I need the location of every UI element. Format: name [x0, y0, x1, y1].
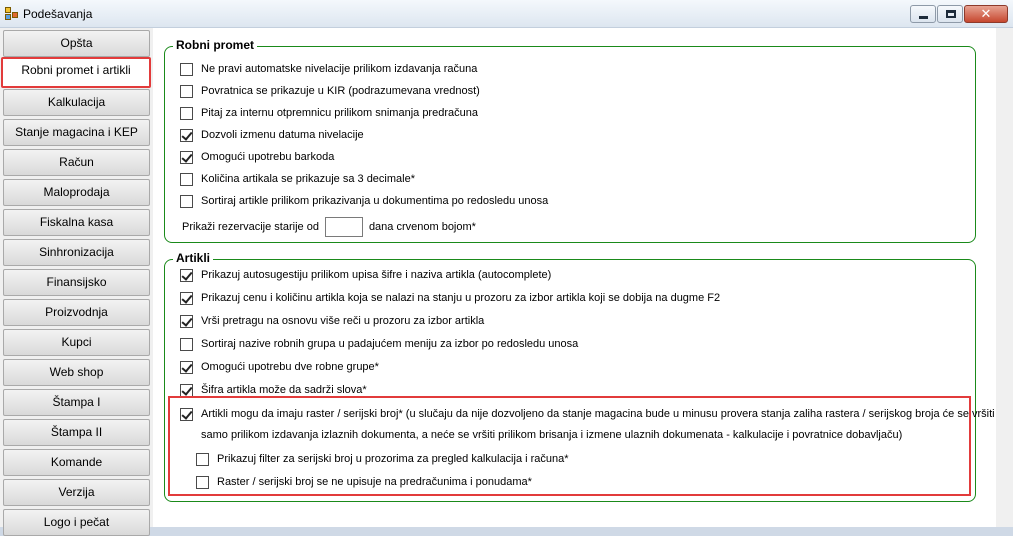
minimize-button[interactable]: [910, 5, 936, 23]
close-button[interactable]: [964, 5, 1008, 23]
raster-sub-checkbox[interactable]: [196, 476, 209, 489]
artikli-option-label: Prikazuj autosugestiju prilikom upisa šifre i naziva artikla (autocomplete): [201, 269, 552, 281]
robni-checkbox[interactable]: [180, 129, 193, 142]
window-controls: [909, 5, 1008, 23]
artikli-checkbox[interactable]: [180, 338, 193, 351]
artikli-option[interactable]: [180, 289, 720, 307]
artikli-option[interactable]: [180, 312, 484, 330]
robni-option[interactable]: [180, 82, 480, 100]
robni-checkbox[interactable]: [180, 85, 193, 98]
nav-item-stampa-i[interactable]: Štampa I: [3, 389, 150, 416]
nav-item-proizvodnja[interactable]: Proizvodnja: [3, 299, 150, 326]
raster-checkbox[interactable]: [180, 408, 193, 421]
robni-checkbox[interactable]: [180, 151, 193, 164]
artikli-title: Artikli: [173, 251, 213, 265]
artikli-option-label: Vrši pretragu na osnovu više reči u prozoru za izbor artikla: [201, 315, 485, 327]
raster-label-line2: samo prilikom izdavanja izlaznih dokumenta, a neće se vršiti prilikom brisanja i izmene ulaznih dokumenata - kalkulacije i povratnice dobavljaču): [201, 429, 903, 441]
rezervacije-label-after: dana crvenom bojom*: [368, 221, 476, 233]
settings-content: [153, 28, 1013, 527]
artikli-option-label: Sortiraj nazive robnih grupa u padajućem meniju za izbor po redosledu unosa: [201, 338, 579, 350]
maximize-button[interactable]: [937, 5, 963, 23]
artikli-checkbox[interactable]: [180, 361, 193, 374]
nav-item-sinhronizacija[interactable]: Sinhronizacija: [3, 239, 150, 266]
minimize-icon: [919, 16, 928, 19]
artikli-checkbox[interactable]: [180, 292, 193, 305]
rezervacije-days-input[interactable]: [325, 217, 363, 237]
raster-sub-label: Raster / serijski broj se ne upisuje na predračunima i ponudama*: [217, 476, 532, 488]
robni-checkbox[interactable]: [180, 173, 193, 186]
artikli-checkbox[interactable]: [180, 269, 193, 282]
nav-item-maloprodaja[interactable]: Maloprodaja: [3, 179, 150, 206]
nav-item-fiskalna-kasa[interactable]: Fiskalna kasa: [3, 209, 150, 236]
robni-option-label: Ne pravi automatske nivelacije prilikom izdavanja računa: [201, 63, 478, 75]
artikli-option[interactable]: [180, 358, 379, 376]
robni-promet-title: Robni promet: [173, 38, 257, 52]
robni-option-label: Sortiraj artikle prilikom prikazivanja u dokumentima po redosledu unosa: [201, 195, 549, 207]
maximize-icon: [946, 10, 956, 18]
artikli-option-label: Prikazuj cenu i količinu artikla koja se nalazi na stanju u prozoru za izbor artikla koji se dobija na dugme F2: [201, 292, 721, 304]
nav-item-kalkulacija[interactable]: Kalkulacija: [3, 89, 150, 116]
nav-item-robni-promet-i-artikli[interactable]: Robni promet i artikli: [1, 57, 151, 88]
artikli-option-label: Šifra artikla može da sadrži slova*: [201, 384, 367, 396]
rezervacije-row: [182, 216, 476, 238]
rezervacije-label-before: Prikaži rezervacije starije od: [182, 221, 319, 233]
robni-option[interactable]: [180, 192, 548, 210]
robni-promet-group: [164, 38, 976, 243]
robni-option[interactable]: [180, 60, 477, 78]
nav-item-komande[interactable]: Komande: [3, 449, 150, 476]
artikli-option[interactable]: [180, 335, 578, 353]
robni-option-label: Pitaj za internu otpremnicu prilikom snimanja predračuna: [201, 107, 478, 119]
robni-option[interactable]: [180, 104, 478, 122]
robni-checkbox[interactable]: [180, 63, 193, 76]
nav-item-opsta[interactable]: Opšta: [3, 30, 150, 57]
robni-option[interactable]: [180, 148, 334, 166]
nav-item-kupci[interactable]: Kupci: [3, 329, 150, 356]
robni-option-label: Količina artikala se prikazuje sa 3 decimale*: [201, 173, 415, 185]
artikli-group: [164, 251, 995, 502]
settings-nav: [0, 28, 153, 527]
window-title: Podešavanja: [23, 7, 93, 21]
artikli-checkbox[interactable]: [180, 315, 193, 328]
nav-item-stanje-magacina[interactable]: Stanje magacina i KEP: [3, 119, 150, 146]
artikli-checkbox[interactable]: [180, 384, 193, 397]
raster-sub-label: Prikazuj filter za serijski broj u prozorima za pregled kalkulacija i računa*: [217, 453, 569, 465]
robni-option[interactable]: [180, 126, 364, 144]
title-bar: [0, 0, 1013, 28]
nav-item-stampa-ii[interactable]: Štampa II: [3, 419, 150, 446]
robni-option-label: Dozvoli izmenu datuma nivelacije: [201, 129, 364, 141]
robni-checkbox[interactable]: [180, 107, 193, 120]
robni-option-label: Omogući upotrebu barkoda: [201, 151, 335, 163]
raster-label-line1: Artikli mogu da imaju raster / serijski broj* (u slučaju da nije dozvoljeno da stanje magacina bude u minusu provera stanja zaliha rastera / serijskog broja će se vršiti: [201, 408, 995, 420]
raster-sub-checkbox[interactable]: [196, 453, 209, 466]
nav-item-web-shop[interactable]: Web shop: [3, 359, 150, 386]
raster-option[interactable]: [180, 405, 995, 423]
nav-item-verzija[interactable]: Verzija: [3, 479, 150, 506]
artikli-option-label: Omogući upotrebu dve robne grupe*: [201, 361, 379, 373]
nav-item-finansijsko[interactable]: Finansijsko: [3, 269, 150, 296]
robni-checkbox[interactable]: [180, 195, 193, 208]
raster-sub-option[interactable]: [196, 473, 532, 491]
nav-item-logo-i-pecat[interactable]: Logo i pečat: [3, 509, 150, 536]
app-icon: [5, 7, 19, 21]
robni-option[interactable]: [180, 170, 415, 188]
nav-item-racun[interactable]: Račun: [3, 149, 150, 176]
close-icon: ✕: [980, 6, 992, 21]
vertical-scrollbar[interactable]: [996, 28, 1013, 527]
raster-sub-option[interactable]: [196, 450, 569, 468]
raster-text-row: [201, 426, 902, 444]
artikli-option[interactable]: [180, 266, 551, 284]
robni-option-label: Povratnica se prikazuje u KIR (podrazumevana vrednost): [201, 85, 480, 97]
